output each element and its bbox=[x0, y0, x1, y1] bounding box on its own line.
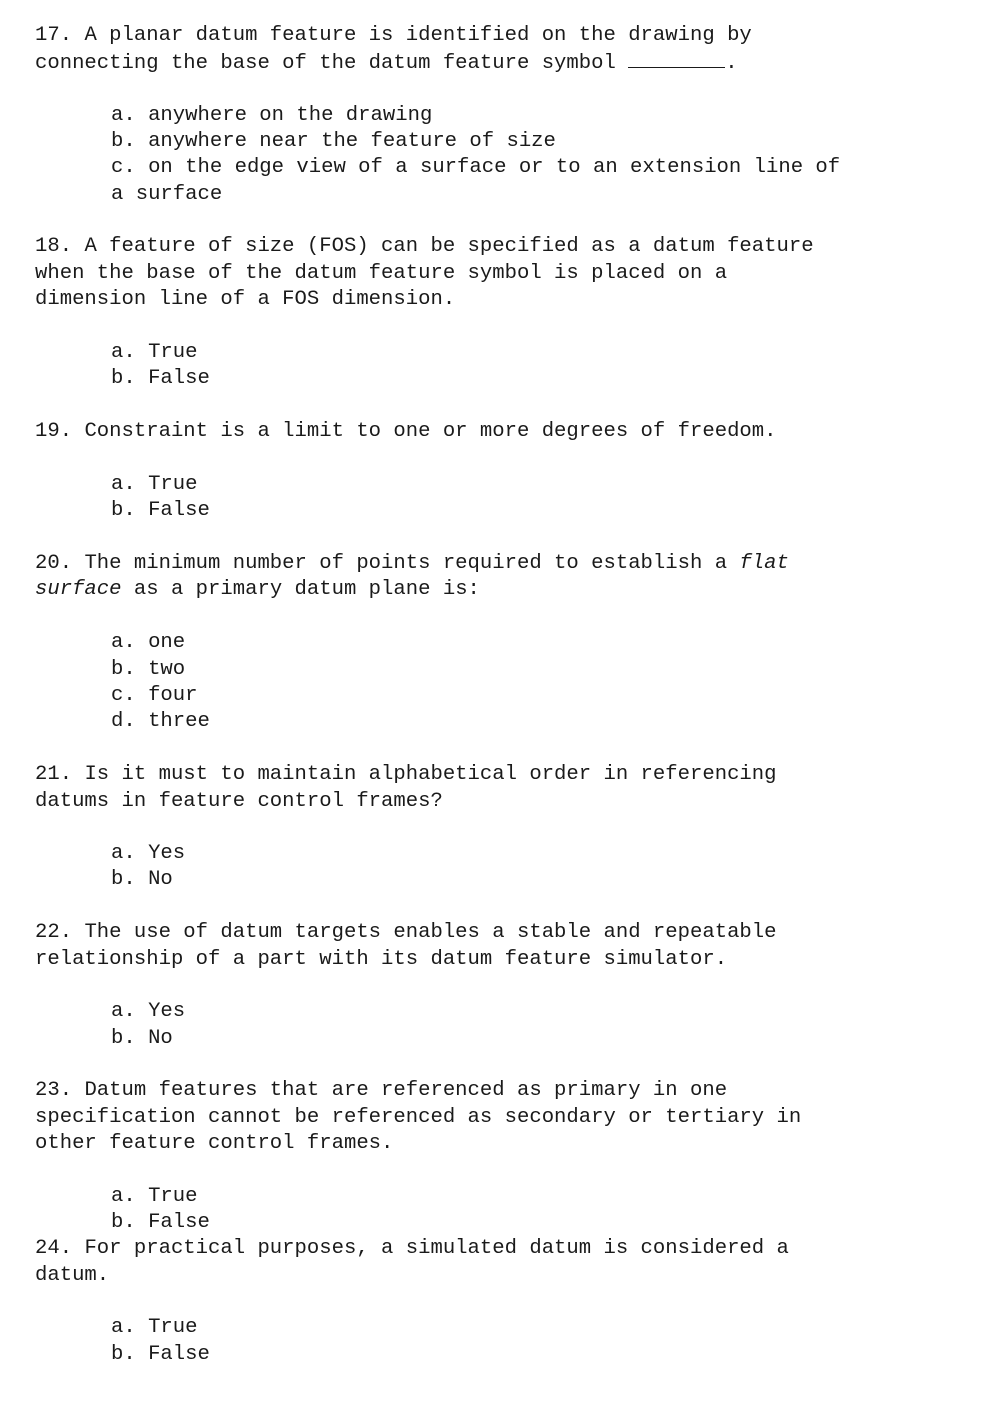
option-17a bbox=[111, 103, 432, 129]
question-20-line-1 bbox=[35, 551, 965, 577]
question-number: 20. bbox=[35, 552, 73, 575]
question-24-line-2 bbox=[35, 1263, 965, 1289]
question-17-line-2 bbox=[35, 50, 965, 77]
option-text: True bbox=[148, 341, 198, 364]
answer-blank bbox=[628, 50, 725, 68]
question-21-line-1 bbox=[35, 762, 965, 788]
option-text: anywhere on the drawing bbox=[148, 104, 433, 127]
emphasis-text: flat bbox=[739, 552, 789, 575]
option-text: one bbox=[148, 631, 186, 654]
option-18b bbox=[111, 366, 210, 392]
question-number: 18. bbox=[35, 235, 73, 258]
option-text: True bbox=[148, 1316, 198, 1339]
question-21-line-2 bbox=[35, 789, 965, 815]
option-20b bbox=[111, 657, 185, 683]
question-23-line-3 bbox=[35, 1131, 965, 1157]
question-24-line-1 bbox=[35, 1236, 965, 1262]
option-18a bbox=[111, 340, 198, 366]
question-23-line-1 bbox=[35, 1078, 965, 1104]
option-text: anywhere near the feature of size bbox=[148, 130, 556, 153]
option-letter: b. bbox=[111, 367, 136, 390]
question-number: 23. bbox=[35, 1079, 73, 1102]
question-number: 17. bbox=[35, 24, 73, 47]
question-text: Datum features that are referenced as primary in one bbox=[84, 1079, 728, 1102]
question-text: A feature of size (FOS) can be specified as a datum feature bbox=[84, 235, 814, 258]
question-text: datums in feature control frames? bbox=[35, 790, 443, 813]
question-text: For practical purposes, a simulated datum is considered a bbox=[84, 1237, 789, 1260]
option-20d bbox=[111, 709, 210, 735]
option-text: Yes bbox=[148, 1000, 186, 1023]
option-text: No bbox=[148, 1027, 173, 1050]
option-text: Yes bbox=[148, 842, 186, 865]
option-letter: a. bbox=[111, 1185, 136, 1208]
question-text: connecting the base of the datum feature symbol bbox=[35, 52, 629, 75]
option-17c-continued bbox=[111, 182, 222, 208]
option-text: False bbox=[148, 1343, 210, 1366]
option-letter: c. bbox=[111, 684, 136, 707]
option-letter: a. bbox=[111, 473, 136, 496]
question-20-line-2 bbox=[35, 577, 965, 603]
option-text: two bbox=[148, 658, 186, 681]
question-18-line-3 bbox=[35, 287, 965, 313]
question-text: Is it must to maintain alphabetical order in referencing bbox=[84, 763, 777, 786]
question-number: 19. bbox=[35, 420, 73, 443]
option-23b bbox=[111, 1210, 210, 1236]
question-text: The minimum number of points required to establish a bbox=[84, 552, 740, 575]
question-19-line-1 bbox=[35, 419, 965, 445]
option-17c bbox=[111, 155, 840, 181]
question-text: specification cannot be referenced as secondary or tertiary in bbox=[35, 1106, 802, 1129]
option-text: four bbox=[148, 684, 198, 707]
option-24a bbox=[111, 1315, 198, 1341]
option-20a bbox=[111, 630, 185, 656]
question-text: A planar datum feature is identified on the drawing by bbox=[84, 24, 752, 47]
option-text: False bbox=[148, 499, 210, 522]
option-text: No bbox=[148, 868, 173, 891]
option-text: False bbox=[148, 1211, 210, 1234]
question-number: 24. bbox=[35, 1237, 73, 1260]
question-22-line-2 bbox=[35, 947, 965, 973]
option-letter: b. bbox=[111, 1211, 136, 1234]
option-letter: d. bbox=[111, 710, 136, 733]
option-letter: b. bbox=[111, 658, 136, 681]
option-19a bbox=[111, 472, 198, 498]
option-22a bbox=[111, 999, 185, 1025]
question-17-line-1 bbox=[35, 23, 965, 49]
option-letter: a. bbox=[111, 1316, 136, 1339]
option-text: False bbox=[148, 367, 210, 390]
question-text: Constraint is a limit to one or more degrees of freedom. bbox=[84, 420, 777, 443]
option-letter: a. bbox=[111, 104, 136, 127]
question-23-line-2 bbox=[35, 1105, 965, 1131]
option-17b bbox=[111, 129, 556, 155]
option-letter: c. bbox=[111, 156, 136, 179]
option-letter: a. bbox=[111, 1000, 136, 1023]
option-letter: b. bbox=[111, 1343, 136, 1366]
option-letter: b. bbox=[111, 868, 136, 891]
option-letter: a. bbox=[111, 341, 136, 364]
option-text: three bbox=[148, 710, 210, 733]
option-letter: a. bbox=[111, 631, 136, 654]
option-text: on the edge view of a surface or to an extension line of bbox=[148, 156, 841, 179]
question-number: 22. bbox=[35, 921, 73, 944]
option-text: True bbox=[148, 1185, 198, 1208]
option-21a bbox=[111, 841, 185, 867]
question-18-line-2 bbox=[35, 261, 965, 287]
question-text: as a primary datum plane is: bbox=[121, 578, 480, 601]
question-22-line-1 bbox=[35, 920, 965, 946]
option-letter: b. bbox=[111, 130, 136, 153]
option-20c bbox=[111, 683, 198, 709]
question-text: dimension line of a FOS dimension. bbox=[35, 288, 456, 311]
question-text: The use of datum targets enables a stable and repeatable bbox=[84, 921, 777, 944]
option-21b bbox=[111, 867, 173, 893]
option-letter: b. bbox=[111, 499, 136, 522]
question-number: 21. bbox=[35, 763, 73, 786]
question-text: . bbox=[725, 52, 738, 75]
option-24b bbox=[111, 1342, 210, 1368]
option-23a bbox=[111, 1184, 198, 1210]
option-19b bbox=[111, 498, 210, 524]
question-text: other feature control frames. bbox=[35, 1132, 394, 1155]
emphasis-text: surface bbox=[35, 578, 122, 601]
option-text: True bbox=[148, 473, 198, 496]
option-letter: b. bbox=[111, 1027, 136, 1050]
question-text: datum. bbox=[35, 1264, 110, 1287]
question-text: when the base of the datum feature symbol is placed on a bbox=[35, 262, 728, 285]
option-text: a surface bbox=[111, 183, 223, 206]
question-18-line-1 bbox=[35, 234, 965, 260]
option-letter: a. bbox=[111, 842, 136, 865]
option-22b bbox=[111, 1026, 173, 1052]
question-text: relationship of a part with its datum feature simulator. bbox=[35, 948, 728, 971]
